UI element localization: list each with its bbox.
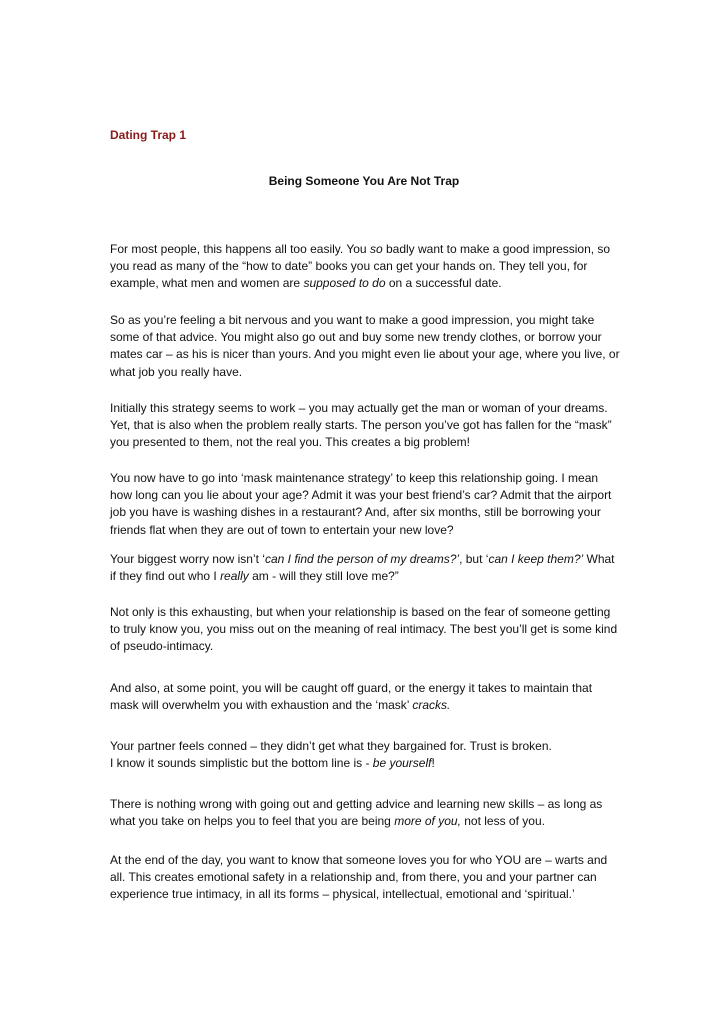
paragraph-9 bbox=[110, 796, 620, 830]
italic-text: really bbox=[220, 569, 249, 584]
document-title: Being Someone You Are Not Trap bbox=[268, 174, 460, 188]
italic-text: more of you, bbox=[394, 814, 461, 829]
paragraph-7 bbox=[110, 680, 620, 714]
text-run: Your partner feels conned – they didn’t get what they bargained for. Trust is broken. bbox=[110, 739, 552, 753]
text-run: am - will they still love me?” bbox=[248, 569, 399, 584]
paragraph-5 bbox=[110, 551, 620, 585]
paragraph-10 bbox=[110, 852, 620, 904]
paragraph-3 bbox=[110, 400, 620, 452]
text-run: Your biggest worry now isn’t ‘ bbox=[110, 552, 265, 566]
italic-text: so bbox=[369, 242, 383, 256]
text-run: Not only is this exhausting, but when your relationship is based on the fear of someone getting to truly know you, you miss out on the meaning of real intimacy. The best you’ll get is some kind of pseudo-intimacy. bbox=[110, 605, 618, 654]
paragraph-6 bbox=[110, 604, 620, 656]
section-heading: Dating Trap 1 bbox=[110, 128, 187, 142]
text-run: Initially this strategy seems to work – you may actually get the man or woman of your dreams. Yet, that is also when the problem really starts. The person you’ve got has fallen for the “mask” you presented to them, not the real you. This creates a big problem! bbox=[110, 401, 612, 450]
text-run: , but ‘ bbox=[459, 552, 489, 566]
text-run: not less of you. bbox=[460, 814, 545, 829]
text-run: You now have to go into ‘mask maintenance strategy’ to keep this relationship going. I mean how long can you lie about your age? Admit it was your best friend’s car? Admit that the airport job you have is washing dishes in a restaurant? And, after six months, still be borrowing your friends flat when they are out of town to entertain your new love? bbox=[110, 471, 612, 537]
italic-text: cracks. bbox=[412, 698, 451, 713]
text-run: ! bbox=[431, 756, 435, 771]
text-run: And also, at some point, you will be caught off guard, or the energy it takes to maintain that mask will overwhelm you with exhaustion and the ‘mask’ bbox=[110, 681, 593, 713]
text-run: on a successful date. bbox=[385, 276, 502, 291]
italic-text: can I keep them?’ bbox=[488, 552, 584, 566]
italic-text: be yourself bbox=[372, 756, 432, 771]
paragraph-1 bbox=[110, 241, 620, 293]
text-run: I know it sounds simplistic but the bottom line is - bbox=[110, 756, 373, 771]
text-run: So as you’re feeling a bit nervous and you want to make a good impression, you might take some of that advice. You might also go out and buy some new trendy clothes, or borrow your mates car – as his is nicer than yours. And you might even lie about your age, where you live, or what job you really have. bbox=[110, 313, 620, 379]
paragraph-2 bbox=[110, 312, 620, 381]
italic-text: supposed to do bbox=[303, 276, 386, 291]
text-run: What if they find out who I bbox=[110, 552, 615, 584]
text-run: At the end of the day, you want to know that someone loves you for who YOU are – warts and all. This creates emotional safety in a relationship and, from there, you and your partner can experience true intimacy, in all its forms – physical, intellectual, emotional and ‘spiritual.’ bbox=[110, 853, 608, 902]
text-run: badly want to make a good impression, so you read as many of the “how to date” books you can get your hands on. They tell you, for example, what men and women are bbox=[110, 242, 611, 291]
paragraph-4 bbox=[110, 470, 620, 539]
text-run: There is nothing wrong with going out and getting advice and learning new skills – as long as what you take on helps you to feel that you are being bbox=[110, 797, 603, 829]
text-run: For most people, this happens all too easily. You bbox=[110, 242, 370, 256]
italic-text: can I find the person of my dreams?’ bbox=[264, 552, 460, 566]
paragraph-8 bbox=[110, 738, 620, 772]
